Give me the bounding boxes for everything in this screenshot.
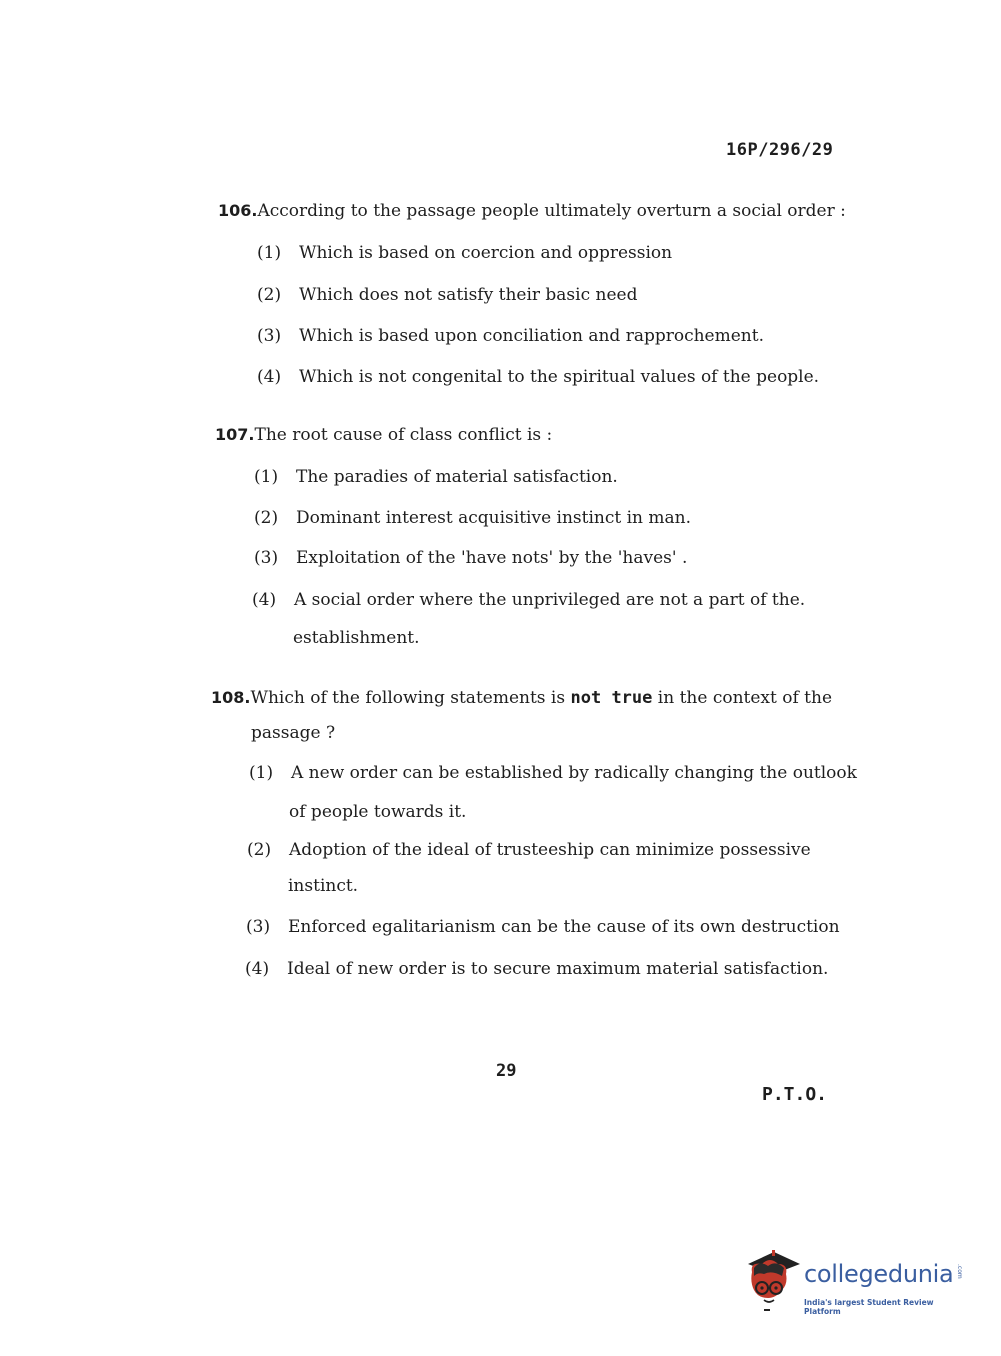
- question-stem-rest: in the context of the: [652, 688, 833, 708]
- paper-code: 16P/296/29: [726, 140, 834, 160]
- option-number: (4): [245, 959, 270, 979]
- option-text: Ideal of new order is to secure maximum material satisfaction.: [287, 959, 829, 979]
- option-text: Which is based on coercion and oppression: [299, 243, 673, 263]
- question-number: 106.: [218, 201, 258, 220]
- option-number: (3): [246, 917, 271, 937]
- question-stem: Which of the following statements is: [250, 688, 571, 708]
- brand-domain: .com: [956, 1264, 963, 1279]
- graduate-mascot-icon: [742, 1250, 800, 1312]
- option-number: (3): [257, 326, 282, 346]
- option-number: (2): [254, 508, 279, 528]
- option-108-2-continuation: instinct.: [288, 876, 359, 896]
- option-text: The paradies of material satisfaction.: [296, 467, 618, 487]
- option-text: Which does not satisfy their basic need: [299, 285, 638, 305]
- option-text: Adoption of the ideal of trusteeship can minimize possessive: [289, 840, 811, 860]
- option-number: (1): [257, 243, 282, 263]
- option-text: Dominant interest acquisitive instinct in man.: [296, 508, 692, 528]
- option-number: (4): [257, 367, 282, 387]
- option-text: A new order can be established by radically changing the outlook: [291, 763, 857, 783]
- option-107-4-continuation: establishment.: [293, 628, 420, 648]
- question-106: [218, 201, 846, 221]
- brand-tagline: India's largest Student Review Platform: [804, 1298, 934, 1316]
- option-text: Which is based upon conciliation and rapprochement.: [299, 326, 764, 346]
- option-number: (3): [254, 548, 279, 568]
- question-108: [211, 688, 832, 708]
- question-number: 108.: [211, 688, 251, 707]
- collegedunia-watermark: [742, 1250, 967, 1320]
- pto-label: P.T.O.: [762, 1084, 828, 1105]
- option-text: Enforced egalitarianism can be the cause of its own destruction: [288, 917, 840, 937]
- option-text: Exploitation of the 'have nots' by the 'haves' .: [296, 548, 688, 568]
- question-stem: According to the passage people ultimately overturn a social order :: [257, 201, 846, 221]
- question-108-continuation: passage ?: [251, 723, 336, 743]
- option-number: (4): [252, 590, 277, 610]
- option-number: (2): [257, 285, 282, 305]
- option-number: (1): [249, 763, 274, 783]
- option-text: Which is not congenital to the spiritual values of the people.: [299, 367, 820, 387]
- question-stem-emphasis: not true: [570, 688, 653, 708]
- question-107: [215, 425, 552, 445]
- question-stem: The root cause of class conflict is :: [254, 425, 553, 445]
- option-number: (1): [254, 467, 279, 487]
- brand-wordmark: collegedunia: [804, 1260, 954, 1288]
- option-text: A social order where the unprivileged are not a part of the.: [294, 590, 806, 610]
- page-number: 29: [496, 1061, 517, 1081]
- option-number: (2): [247, 840, 272, 860]
- option-108-1-continuation: of people towards it.: [289, 802, 467, 822]
- question-number: 107.: [215, 425, 255, 444]
